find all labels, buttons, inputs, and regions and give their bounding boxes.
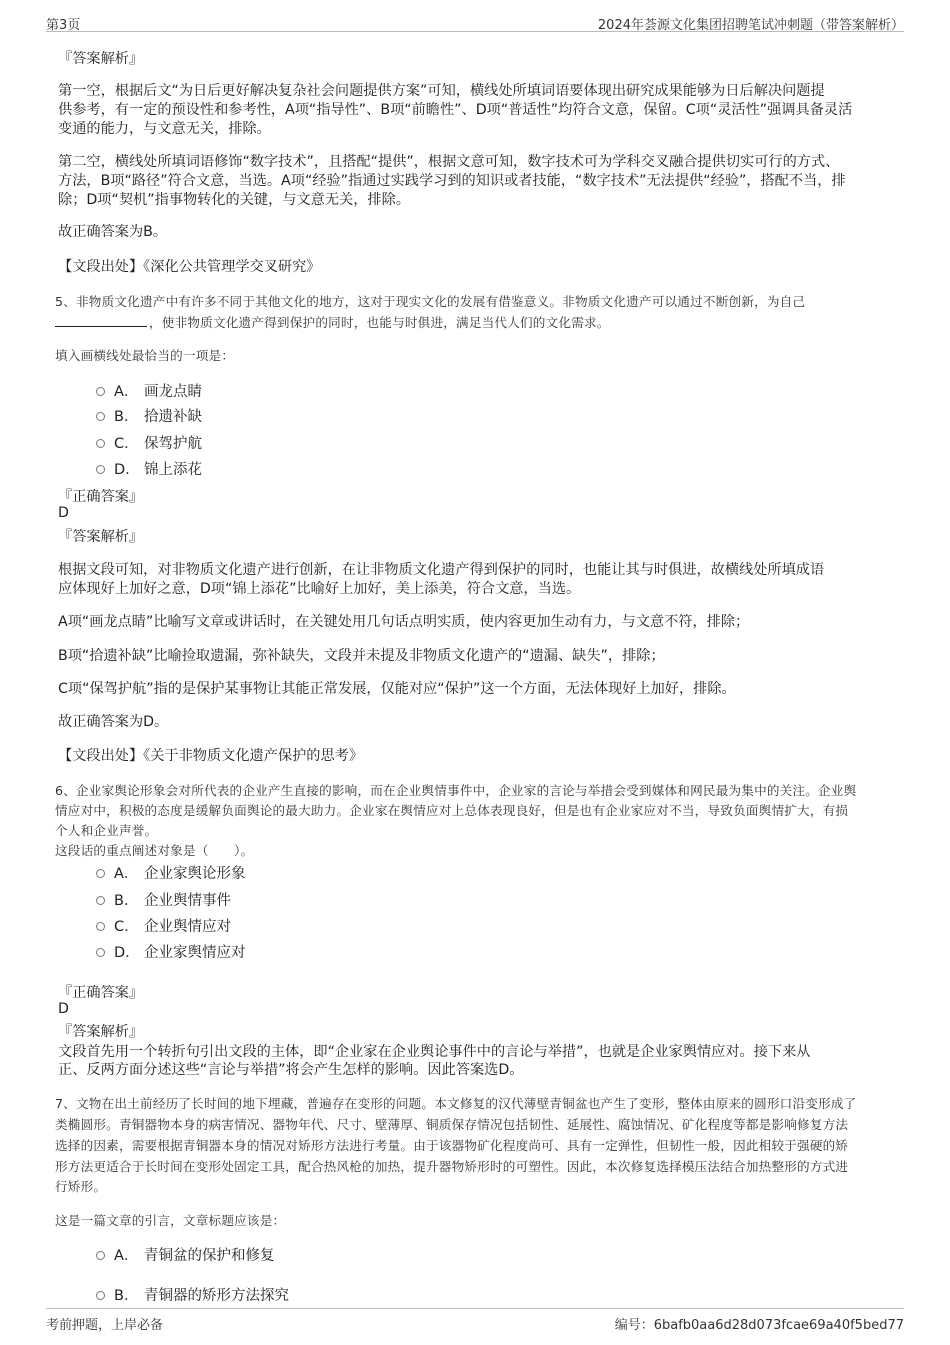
radio-icon[interactable] [96,1251,105,1260]
q6-stem-line3: 个人和企业声誉。 [55,823,158,838]
q5-correct-answer: D [58,505,69,521]
footer-divider [46,1308,904,1309]
header-divider [46,31,904,32]
q7-stem-line5: 行矫形。 [55,1179,107,1194]
q6-analysis-line2: 正、反两方面分述这些“言论与举措”将会产生怎样的影响。因此答案选D。 [58,1062,524,1078]
radio-icon[interactable] [96,869,105,878]
q4-para2-line2: 方法，B项“路径”符合文意，当选。A项“经验”指通过实践学习到的知识或者技能，“数字技术”无法提供“经验”，搭配不当，排 [58,173,846,189]
q5-analysis-line2: 应体现好上加好之意，D项“锦上添花”比喻好上加好，美上添美，符合文意，当选。 [58,581,581,597]
q6-analysis-line1: 文段首先用一个转折句引出文段的主体，即“企业家在企业舆论事件中的言论与举措”，也就是企业家舆情应对。接下来从 [58,1044,811,1060]
q4-para2-line1: 第二空，横线处所填词语修饰“数字技术”，且搭配“提供”，根据文意可知，数字技术可为学科交叉融合提供切实可行的方式、 [58,154,840,170]
q5-fill-blank [55,326,147,327]
q5-option-b-explanation: B项“拾遗补缺”比喻捡取遗漏，弥补缺失，文段并未提及非物质文化遗产的“遗漏、缺失”，排除； [58,648,665,664]
page-header [0,0,950,32]
q7-stem-line3: 选择的因素，需要根据青铜器本身的情况对矫形方法进行考量。由于该器物矿化程度尚可、具有一定弹性，但韧性一般，因此相较于强硬的矫 [55,1138,849,1153]
q5-analysis-line1: 根据文段可知，对非物质文化遗产进行创新，在让非物质文化遗产得到保护的同时，也能让其与时俱进，故横线处所填成语 [58,562,825,578]
q5-source: 【文段出处】《关于非物质文化遗产保护的思考》 [58,748,364,764]
footer-slogan: 考前押题，上岸必备 [46,1318,164,1333]
q7-stem-line2: 类椭圆形。青铜器物本身的病害情况、器物年代、尺寸、壁薄厚、铜质保存情况包括韧性、延展性、腐蚀情况、矿化程度等都是影响修复方法 [55,1117,849,1132]
q5-stem-line1: 5、非物质文化遗产中有许多不同于其他文化的地方，这对于现实文化的发展有借鉴意义。非物质文化遗产可以通过不断创新，为自己 [55,294,806,309]
radio-icon[interactable] [96,412,105,421]
document-title: 2024年荟源文化集团招聘笔试冲刺题（带答案解析） [597,18,904,33]
q4-analysis-label: 『答案解析』 [58,51,144,67]
q7-stem-line1: 7、文物在出土前经历了长时间的地下埋藏，普遍存在变形的问题。本文修复的汉代薄壁青铜盆也产生了变形，整体由原来的圆形口沿变形成了 [55,1096,857,1111]
page-number: 第3页 [46,18,81,33]
q6-stem-line1: 6、企业家舆论形象会对所代表的企业产生直接的影响，而在企业舆情事件中，企业家的言论与举措会受到媒体和网民最为集中的关注。企业舆 [55,783,857,798]
radio-icon[interactable] [96,439,105,448]
radio-icon[interactable] [96,896,105,905]
q5-conclusion: 故正确答案为D。 [58,714,169,730]
q5-prompt: 填入画横线处最恰当的一项是： [55,348,235,363]
page-footer [0,1308,950,1345]
q4-para1-line2: 供参考，有一定的预设性和参考性，A项“指导性”、B项“前瞻性”、D项“普适性”均符合文意，保留。C项“灵活性”强调具备灵活 [58,102,853,118]
radio-icon[interactable] [96,387,105,396]
q5-stem-line2: ，使非物质文化遗产得到保护的同时，也能与时俱进，满足当代人们的文化需求。 [149,315,610,330]
q6-correct-answer: D [58,1001,69,1017]
q5-option-c-explanation: C项“保驾护航”指的是保护某事物让其能正常发展，仅能对应“保护”这一个方面，无法体现好上加好，排除。 [58,681,736,697]
q5-option-a-explanation: A项“画龙点睛”比喻写文章或讲话时，在关键处用几句话点明实质，使内容更加生动有力，与文意不符，排除； [58,614,750,630]
q4-source: 【文段出处】《深化公共管理学交叉研究》 [58,259,321,275]
q6-stem-line2: 情应对中，积极的态度是缓解负面舆论的最大助力。企业家在舆情应对上总体表现良好，但是也有企业家应对不当，导致负面舆情扩大，有损 [55,803,849,818]
q6-question: 这段话的重点阐述对象是（ ）。 [55,843,254,858]
q6-correct-label: 『正确答案』 [58,985,144,1001]
q5-correct-label: 『正确答案』 [58,489,144,505]
q7-stem-line4: 形方法更适合于长时间在变形处固定工具，配合热风枪的加热，提升器物矫形时的可塑性。因此，本次修复选择模压法结合加热整形的方式进 [55,1159,849,1174]
document-code: 编号：6bafb0aa6d28d073fcae69a40f5bed77 [614,1318,904,1333]
radio-icon[interactable] [96,922,105,931]
q4-para2-line3: 除；D项“契机”指事物转化的关键，与文意无关，排除。 [58,192,410,208]
radio-icon[interactable] [96,1291,105,1300]
radio-icon[interactable] [96,465,105,474]
q4-para1-line1: 第一空，根据后文“为日后更好解决复杂社会问题提供方案”可知，横线处所填词语要体现出研究成果能够为日后解决问题提 [58,83,825,99]
q5-analysis-label: 『答案解析』 [58,529,144,545]
q4-para1-line3: 变通的能力，与文意无关，排除。 [58,121,271,137]
q7-prompt: 这是一篇文章的引言，文章标题应该是： [55,1213,286,1228]
q6-analysis-label: 『答案解析』 [58,1024,144,1040]
q4-conclusion: 故正确答案为B。 [58,224,168,240]
radio-icon[interactable] [96,948,105,957]
